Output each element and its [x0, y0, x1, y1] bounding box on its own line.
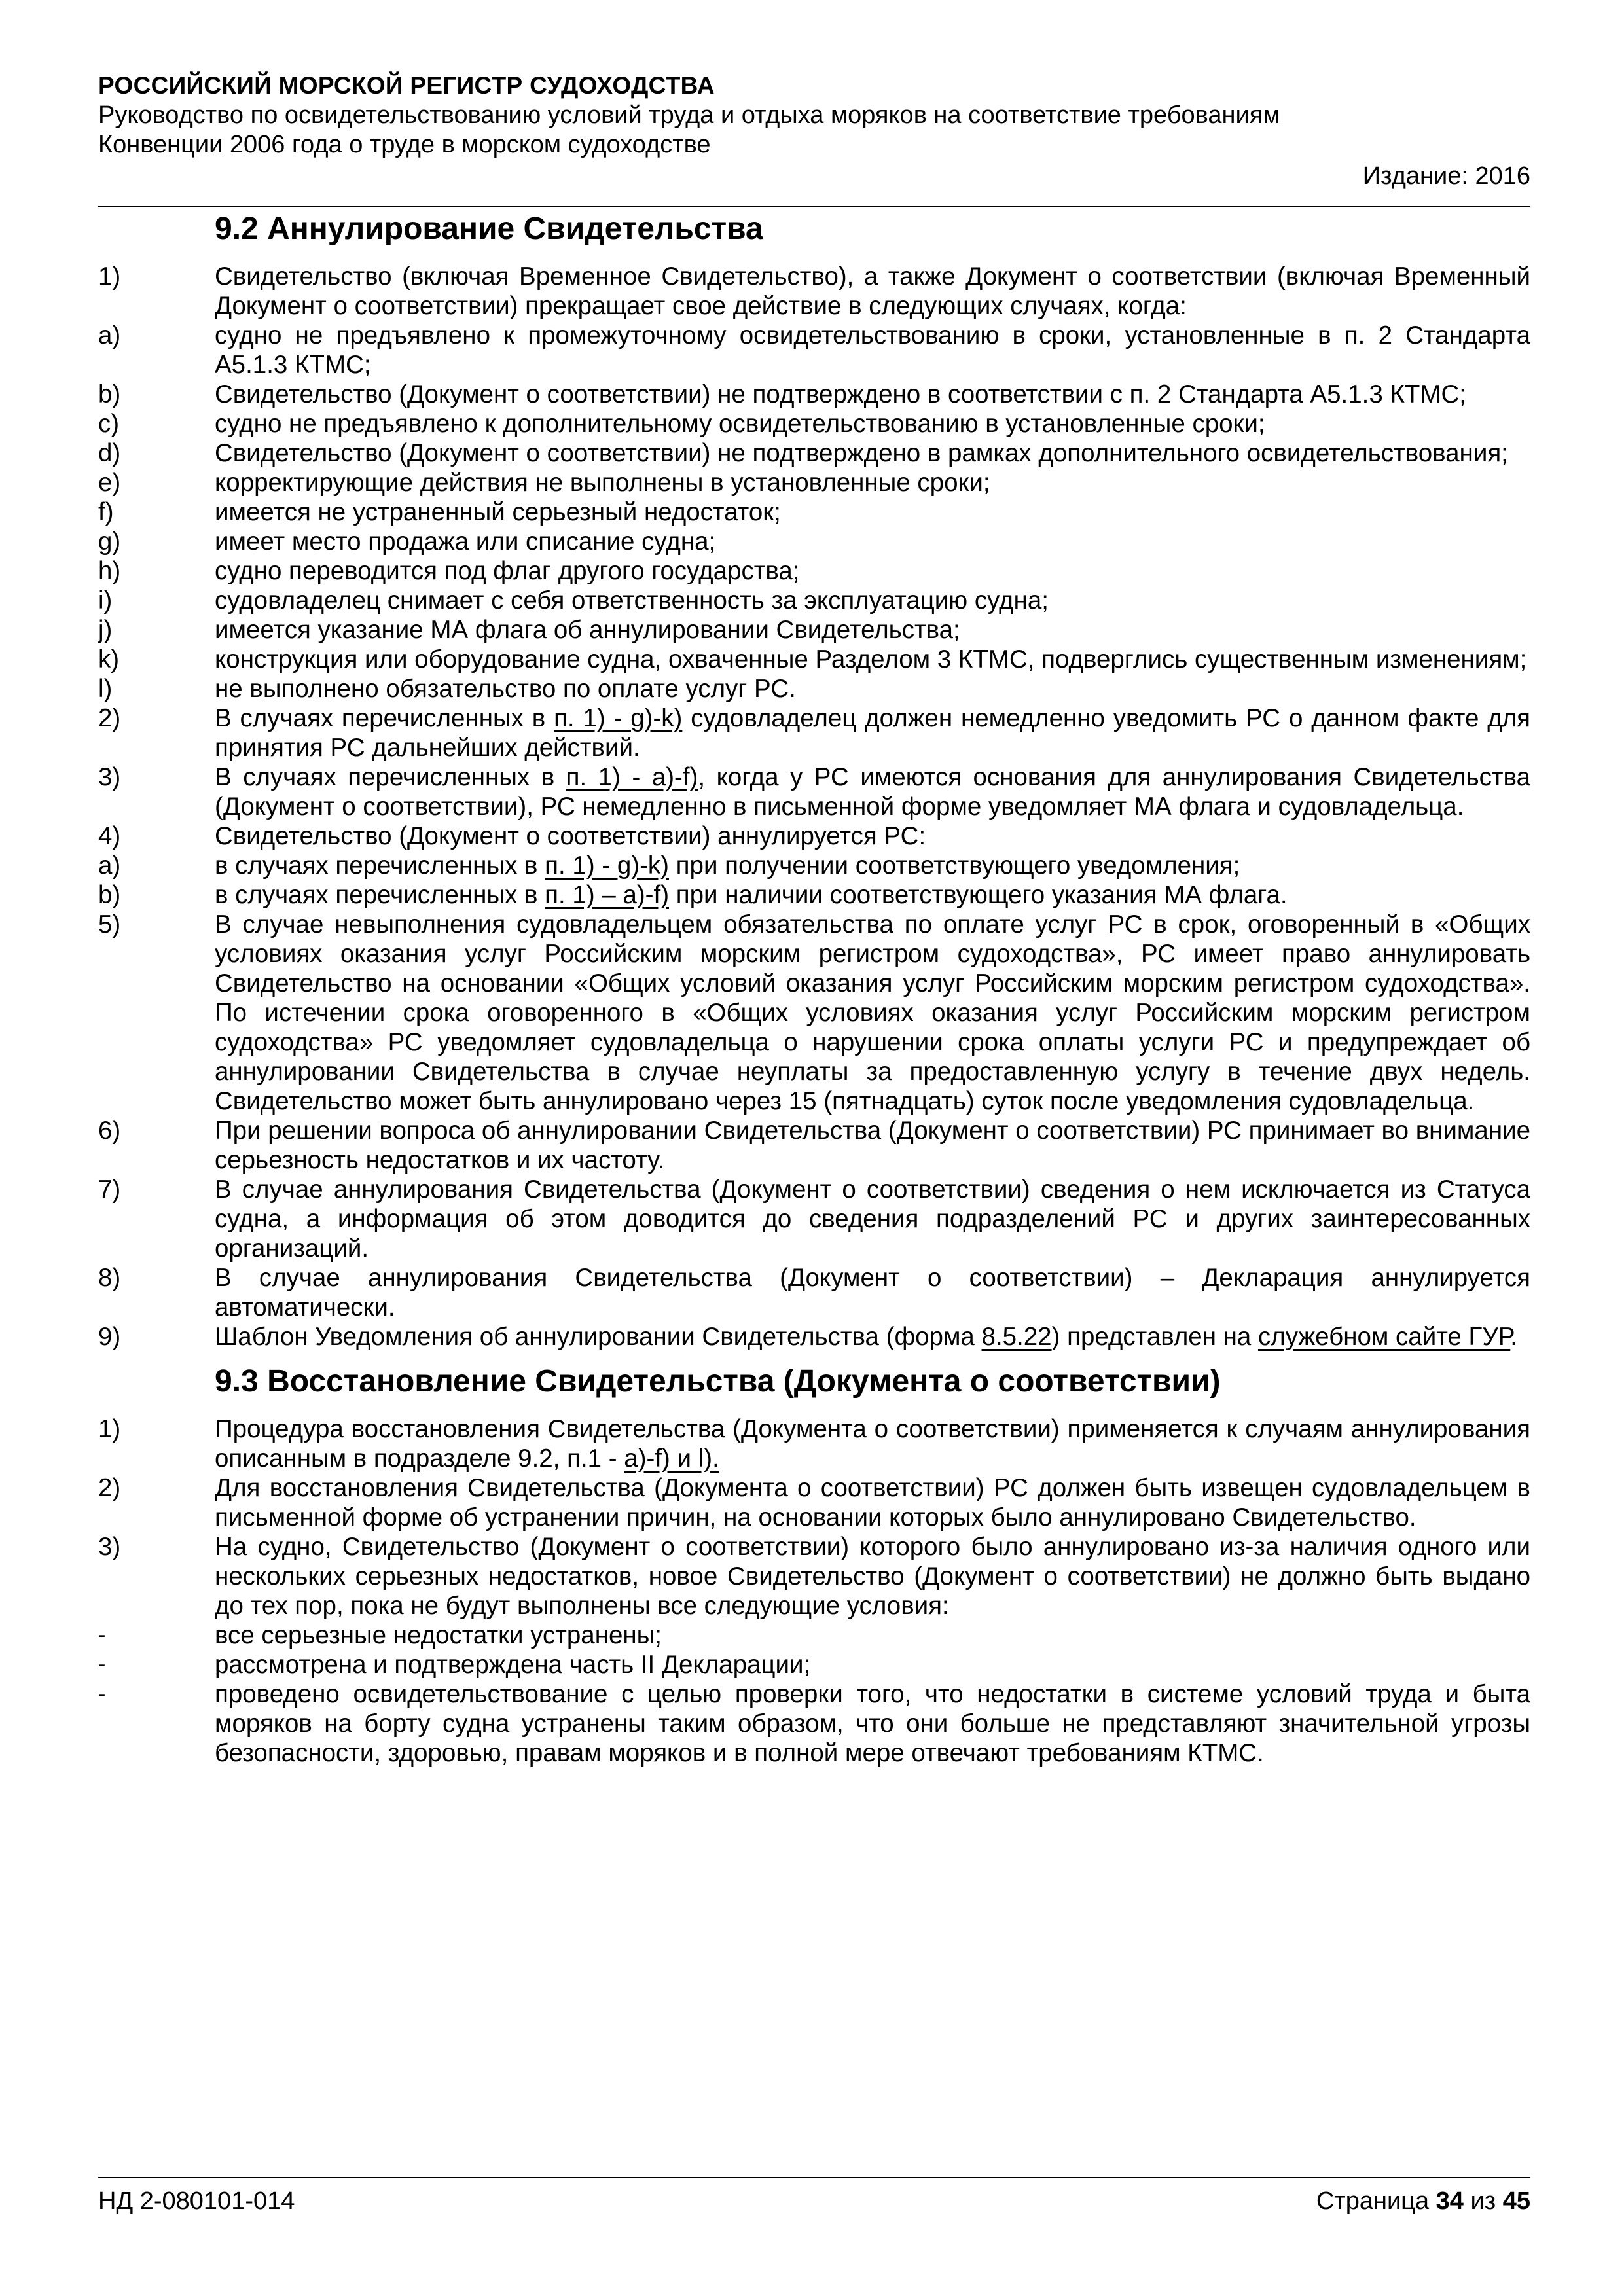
list-item [98, 527, 1530, 556]
list-item [98, 380, 1530, 409]
text-run: В случаях перечисленных в [215, 704, 554, 732]
list-item-text: не выполнено обязательство по оплате услуг РС. [215, 675, 796, 703]
list-item-marker: 7) [98, 1175, 121, 1204]
document-body [98, 209, 1530, 1768]
list-item-marker: j) [98, 616, 113, 644]
text-run: ) представлен на [1051, 1323, 1259, 1351]
list-item-marker: i) [98, 586, 113, 615]
list-item-marker: 9) [98, 1323, 121, 1351]
list-item-marker: - [98, 1652, 106, 1677]
reference-link[interactable]: служебном сайте ГУР [1258, 1323, 1511, 1351]
list-item-marker: 6) [98, 1117, 121, 1145]
list-item-text: все серьезные недостатки устранены; [215, 1621, 662, 1649]
list-item-text: Свидетельство (Документ о соответствии) аннулируется РС: [215, 822, 926, 850]
list-item-text: На судно, Свидетельство (Документ о соответствии) которого было аннулировано из-за наличия одного или нескольких серьезных недостатков, новое Свидетельство (Документ о соответствии) не должно быть выдано до тех пор, пока не будут выполнены все следующие условия: [215, 1533, 1530, 1620]
list-item [98, 1414, 1530, 1473]
guide-title-line1: Руководство по освидетельствованию условий труда и отдыха моряков на соответствие требованиям [98, 101, 1280, 129]
text-run: Процедура восстановления Свидетельства (Документа о соответствии) применяется к случаям аннулирования описанным в подразделе 9.2, п.1 - [215, 1415, 1530, 1473]
list-item-text: корректирующие действия не выполнены в установленные сроки; [215, 469, 990, 497]
text-run: судовладелец должен немедленно уведомить РС о данном факте для принятия РС дальнейших действий. [215, 704, 1530, 762]
guide-title-line2: Конвенции 2006 года о труде в морском судоходстве [98, 131, 711, 158]
list-item [98, 497, 1530, 527]
list-item-marker: l) [98, 675, 113, 703]
list-item-text: В случае аннулирования Свидетельства (Документ о соответствии) – Декларация аннулируется автоматически. [215, 1264, 1530, 1321]
section-9-2-list [98, 262, 1530, 1352]
list-item [98, 674, 1530, 704]
document-number: НД 2-080101-014 [98, 2187, 295, 2215]
list-item [98, 615, 1530, 645]
list-item-text: имеется указание МА флага об аннулировании Свидетельства; [215, 616, 960, 644]
page-footer [98, 2186, 1530, 2216]
list-item [98, 556, 1530, 586]
section-9-3-list [98, 1414, 1530, 1768]
list-item [98, 321, 1530, 380]
list-item-marker: f) [98, 498, 114, 526]
text-run: в случаях перечисленных в [215, 881, 545, 909]
list-item [98, 880, 1530, 910]
list-item-text: имеется не устраненный серьезный недостаток; [215, 498, 781, 526]
list-item-marker: 1) [98, 262, 121, 291]
list-item-text: В случае аннулирования Свидетельства (Документ о соответствии) сведения о нем исключается из Статуса судна, а информация об этом доводится до сведения подразделений РС и других заинтересованных организаций. [215, 1175, 1530, 1263]
list-item [98, 1621, 1530, 1650]
list-item [98, 1532, 1530, 1621]
list-item-text: судно не предъявлено к промежуточному освидетельствованию в сроки, установленные в п. 2 Стандарта А5.1.3 КТМС; [215, 321, 1530, 379]
list-item-text: В случае невыполнения судовладельцем обязательства по оплате услуг РС в срок, оговоренный в «Общих условиях оказания услуг Российским морским регистром судоходства», РС имеет право аннулировать Свидетельство на основании «Общих условий оказания услуг Российским морским регистром судоходства». По истечении срока оговоренного в «Общих условиях оказания услуг Российским морским регистром судоходства» РС уведомляет судовладельца о нарушении срока оплаты услуги РС и предупреждает об аннулировании Свидетельства в случае неуплаты за предоставленную услугу в течение двух недель. Свидетельство может быть аннулировано через 15 (пятнадцать) суток после уведомления судовладельца. [215, 910, 1530, 1115]
edition-label: Издание: 2016 [1362, 162, 1530, 190]
list-item-text [215, 1414, 1530, 1473]
list-item-text: судовладелец снимает с себя ответственность за эксплуатацию судна; [215, 586, 1049, 615]
list-item-marker: b) [98, 380, 121, 408]
reference-link[interactable]: 8.5.22 [981, 1323, 1052, 1351]
page-separator: из [1470, 2187, 1496, 2215]
section-9-2-title: 9.2 Аннулирование Свидетельства [215, 211, 763, 246]
page-label: Страница [1316, 2187, 1430, 2215]
list-item [98, 409, 1530, 439]
list-item [98, 821, 1530, 851]
list-item [98, 851, 1530, 880]
list-item [98, 762, 1530, 821]
list-item-marker: 8) [98, 1264, 121, 1292]
text-run: в случаях перечисленных в [215, 852, 545, 880]
page-current: 34 [1435, 2187, 1464, 2215]
list-item-text [215, 851, 1530, 880]
list-item-text: Свидетельство (Документ о соответствии) не подтверждено в соответствии с п. 2 Стандарта А5.1.3 КТМС; [215, 380, 1466, 408]
list-item-marker: c) [98, 410, 120, 438]
page-indicator [1316, 2186, 1530, 2216]
list-item-text: При решении вопроса об аннулировании Свидетельства (Документ о соответствии) РС принимает во внимание серьезность недостатков и их частоту. [215, 1117, 1530, 1174]
list-item [98, 1473, 1530, 1532]
list-item-text: имеет место продажа или списание судна; [215, 528, 716, 556]
list-item-marker: a) [98, 852, 121, 880]
text-run: при получении соответствующего уведомления; [668, 852, 1240, 880]
list-item-marker: 3) [98, 1533, 121, 1561]
reference-link[interactable]: п. 1) – a)-f) [545, 881, 670, 909]
list-item-marker: 3) [98, 763, 121, 791]
list-item [98, 1322, 1530, 1352]
list-item-text [215, 762, 1530, 821]
list-item-marker: d) [98, 439, 121, 467]
list-item-marker: k) [98, 645, 120, 673]
text-run: Шаблон Уведомления об аннулировании Свидетельства (форма [215, 1323, 982, 1351]
list-item [98, 586, 1530, 615]
section-9-3-title: 9.3 Восстановление Свидетельства (Документа о соответствии) [215, 1364, 1221, 1399]
list-item-text [215, 704, 1530, 762]
header-divider [98, 206, 1530, 207]
list-item-marker: 2) [98, 1474, 121, 1502]
list-item-text: судно не предъявлено к дополнительному освидетельствованию в установленные сроки; [215, 410, 1265, 438]
list-item-marker: 5) [98, 910, 121, 939]
org-name: РОССИЙСКИЙ МОРСКОЙ РЕГИСТР СУДОХОДСТВА [98, 72, 715, 99]
list-item-text [215, 1322, 1530, 1352]
list-item-text: рассмотрена и подтверждена часть II Декларации; [215, 1651, 811, 1679]
list-item-marker: 2) [98, 704, 121, 732]
list-item-text: судно переводится под флаг другого государства; [215, 557, 800, 585]
list-item-text: проведено освидетельствование с целью проверки того, что недостатки в системе условий труда и быта моряков на борту судна устранены таким образом, что они больше не представляют значительной угрозы безопасности, здоровью, правам моряков и в полной мере отвечают требованиям КТМС. [215, 1680, 1530, 1767]
list-item-marker: 1) [98, 1415, 121, 1443]
list-item-marker: e) [98, 469, 121, 497]
list-item [98, 468, 1530, 497]
list-item [98, 645, 1530, 674]
list-item-text: Для восстановления Свидетельства (Документа о соответствии) РС должен быть извещен судовладельцем в письменной форме об устранении причин, на основании которых было аннулировано Свидетельство. [215, 1474, 1530, 1532]
text-run: , когда у РС имеются основания для аннулирования Свидетельства (Документ о соответствии), РС немедленно в письменной форме уведомляет МА флага и судовладельца. [215, 763, 1530, 821]
page-total: 45 [1502, 2187, 1530, 2215]
reference-link[interactable]: п. 1) - g)-k) [554, 704, 683, 732]
list-item-marker: 4) [98, 822, 121, 850]
list-item-marker: g) [98, 528, 121, 556]
list-item [98, 262, 1530, 321]
list-item [98, 1116, 1530, 1175]
list-item-text: конструкция или оборудование судна, охваченные Разделом 3 КТМС, подверглись существенным изменениям; [215, 645, 1527, 673]
list-item [98, 1263, 1530, 1322]
list-item [98, 910, 1530, 1116]
list-item-text [215, 880, 1530, 910]
page-header [98, 71, 1530, 191]
reference-link[interactable]: a)-f) и l). [624, 1444, 719, 1473]
list-item-marker: b) [98, 881, 121, 909]
list-item-marker: h) [98, 557, 121, 585]
reference-link[interactable]: п. 1) - a)-f) [566, 763, 698, 791]
list-item-marker: - [98, 1623, 106, 1647]
list-item [98, 1679, 1530, 1768]
list-item-marker: - [98, 1681, 106, 1706]
text-run: В случаях перечисленных в [215, 763, 566, 791]
list-item [98, 1175, 1530, 1263]
text-run: при наличии соответствующего указания МА флага. [669, 881, 1288, 909]
footer-divider [98, 2177, 1530, 2178]
list-item-text: Свидетельство (Документ о соответствии) не подтверждено в рамках дополнительного освидетельствования; [215, 439, 1508, 467]
list-item [98, 704, 1530, 762]
list-item [98, 439, 1530, 468]
reference-link[interactable]: п. 1) - g)-k) [545, 852, 669, 880]
list-item-marker: a) [98, 321, 121, 350]
list-item [98, 1650, 1530, 1679]
list-item-text: Свидетельство (включая Временное Свидетельство), а также Документ о соответствии (включая Временный Документ о соответствии) прекращает свое действие в следующих случаях, когда: [215, 262, 1530, 320]
text-run: . [1510, 1323, 1517, 1351]
